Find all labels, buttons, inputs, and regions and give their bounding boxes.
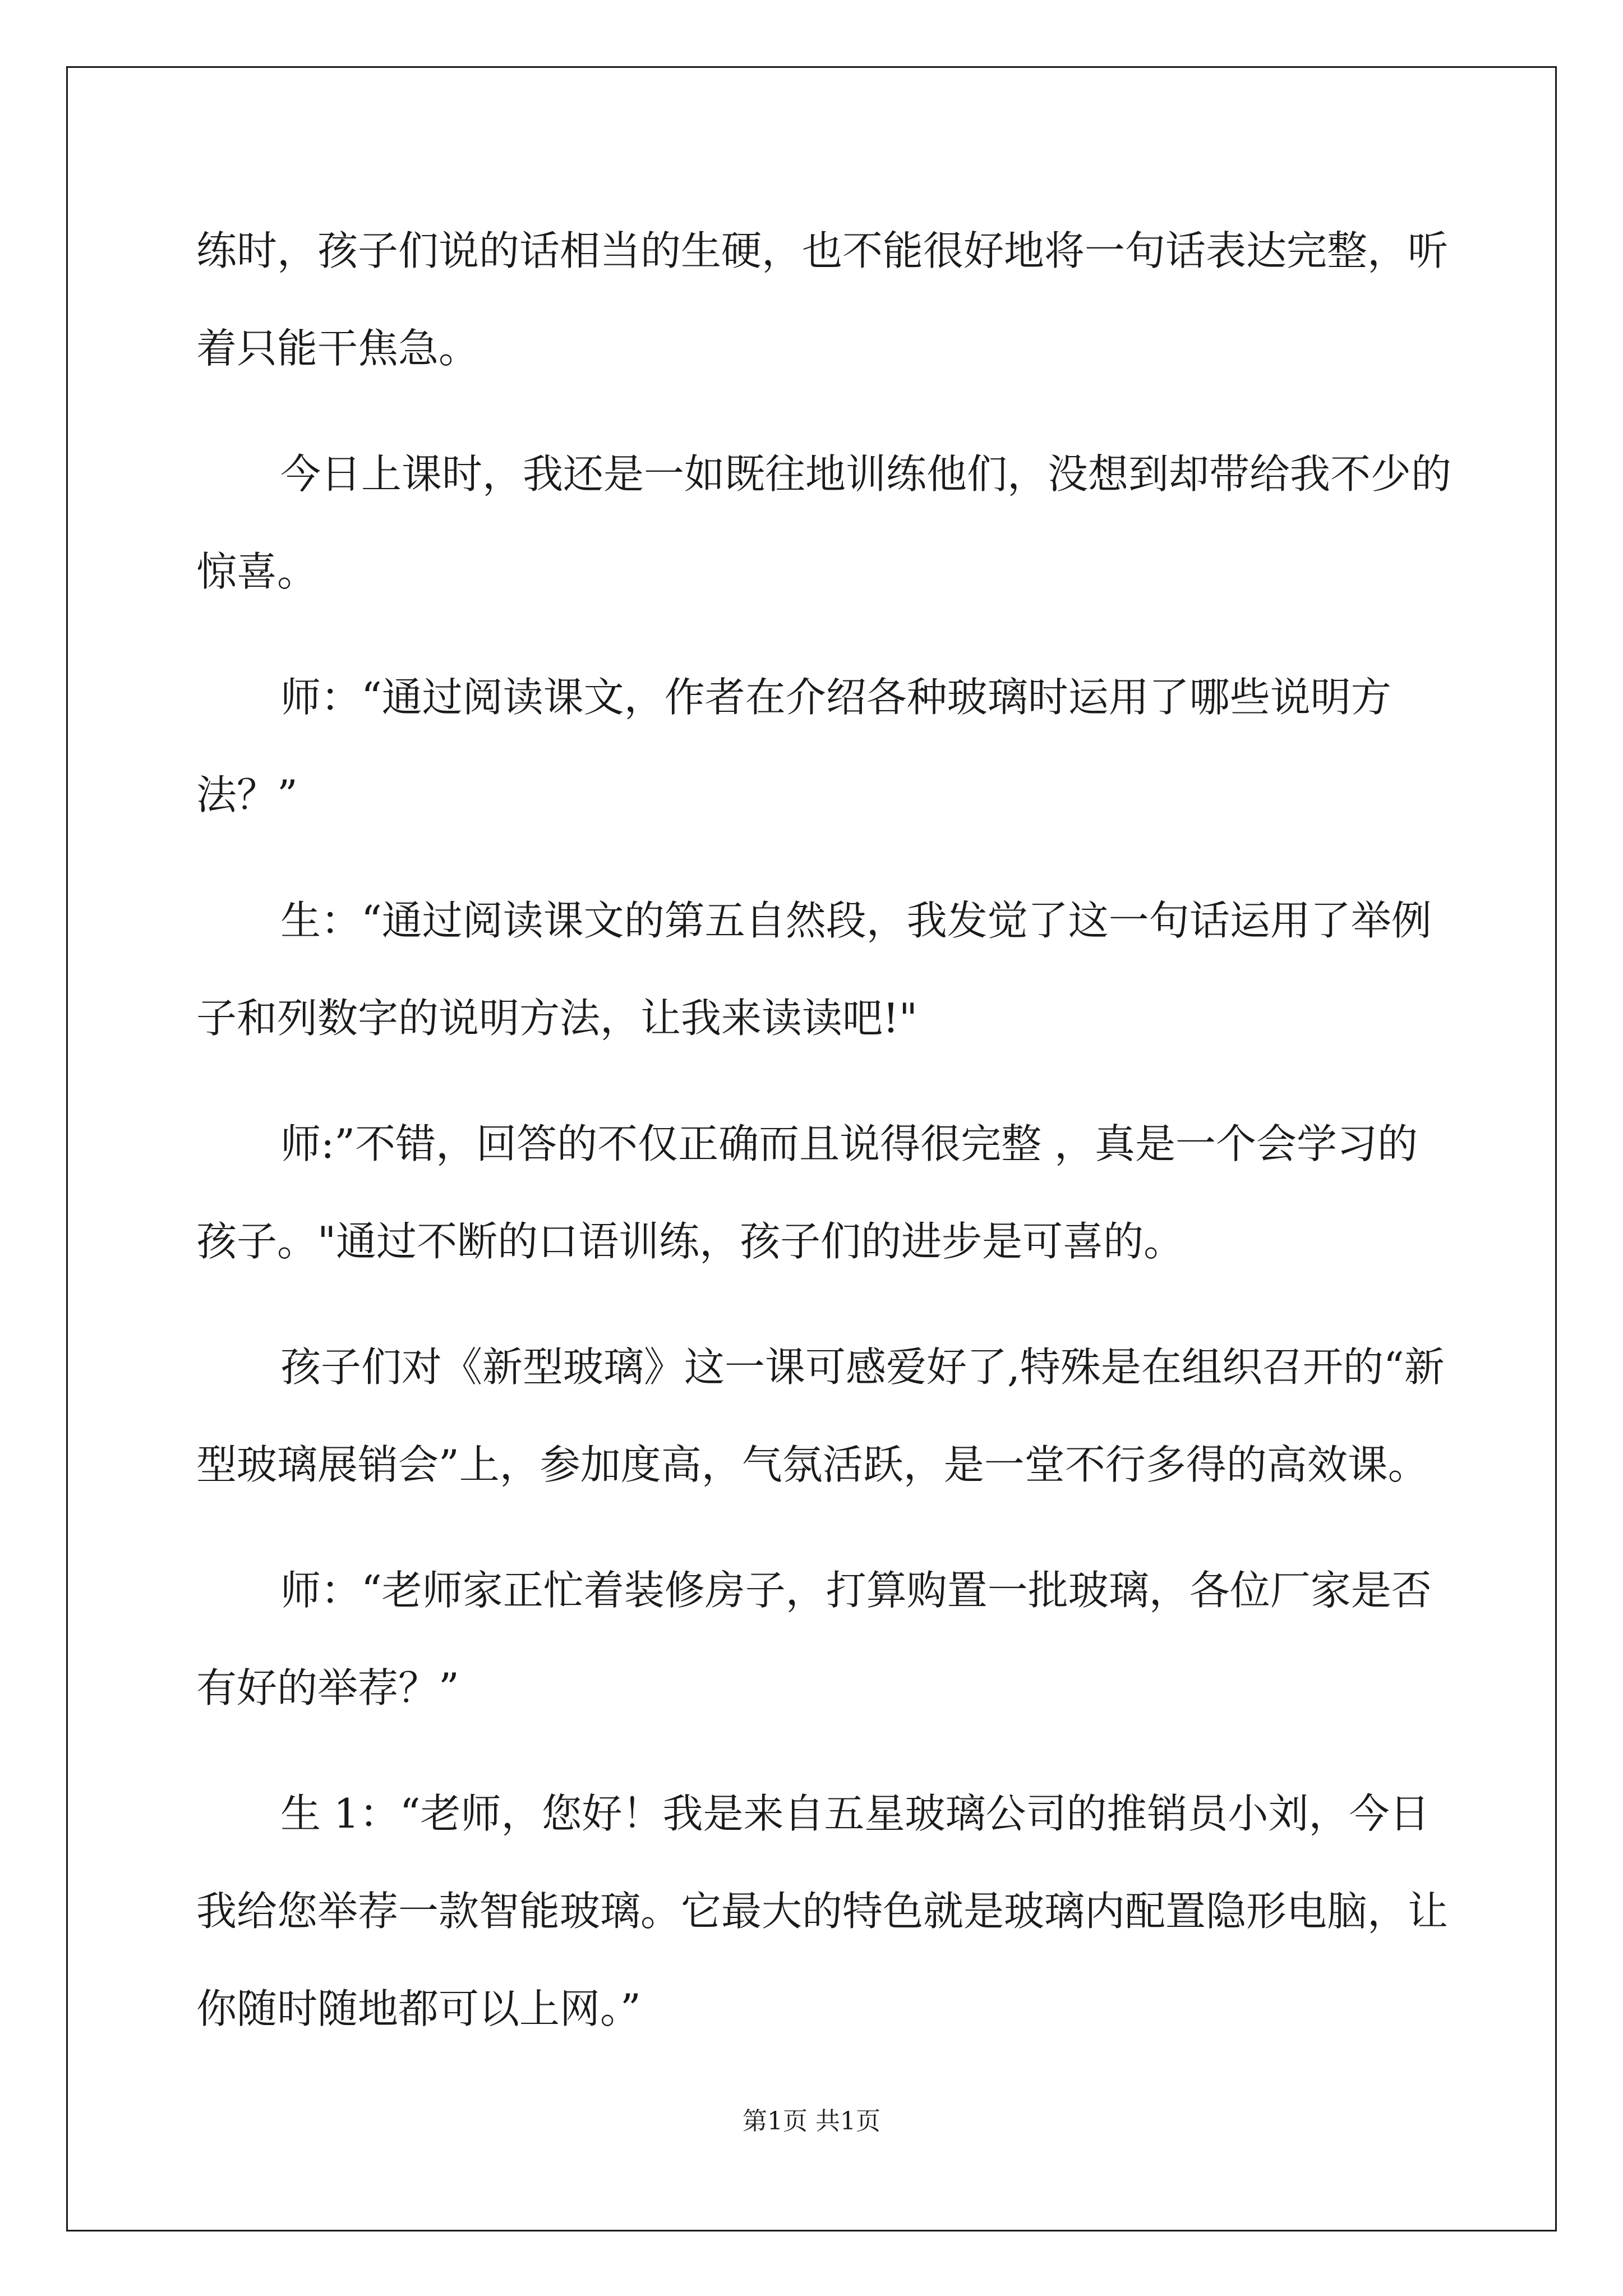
paragraph-3: 师：“通过阅读课文，作者在介绍各种玻璃时运用了哪些说明方法？” — [196, 674, 1391, 818]
paragraph-8: 生 1：“老师，您好！我是来自五星玻璃公司的推销员小刘，今日我给您举荐一款智能玻璃。它最大的特色就是玻璃内配置隐形电脑，让你随时随地都可以上网。” — [196, 1790, 1449, 2032]
paragraph-1: 练时，孩子们说的话相当的生硬，也不能很好地将一句话表达完整，听着只能干焦急。 — [196, 227, 1449, 372]
document-body — [196, 202, 1453, 2086]
page-footer: 第1页 共1页 — [743, 2107, 880, 2136]
paragraph-7: 师：“老师家正忙着装修房子，打算购置一批玻璃，各位厂家是否有好的举荐？” — [196, 1567, 1432, 1711]
paragraph-4: 生：“通过阅读课文的第五自然段，我发觉了这一句话运用了举例子和列数字的说明方法，让我来读读吧!" — [196, 897, 1432, 1042]
paragraph-5: 师:”不错，回答的不仅正确而且说得很完整 ，真是一个会学习的孩子。"通过不断的口语训练，孩子们的进步是可喜的。 — [196, 1120, 1418, 1265]
paragraph-2: 今日上课时，我还是一如既往地训练他们，没想到却带给我不少的惊喜。 — [196, 450, 1452, 595]
paragraph-6: 孩子们对《新型玻璃》这一课可感爱好了,特殊是在组织召开的“新型玻璃展销会”上，参加度高，气氛活跃，是一堂不行多得的高效课。 — [196, 1343, 1445, 1488]
